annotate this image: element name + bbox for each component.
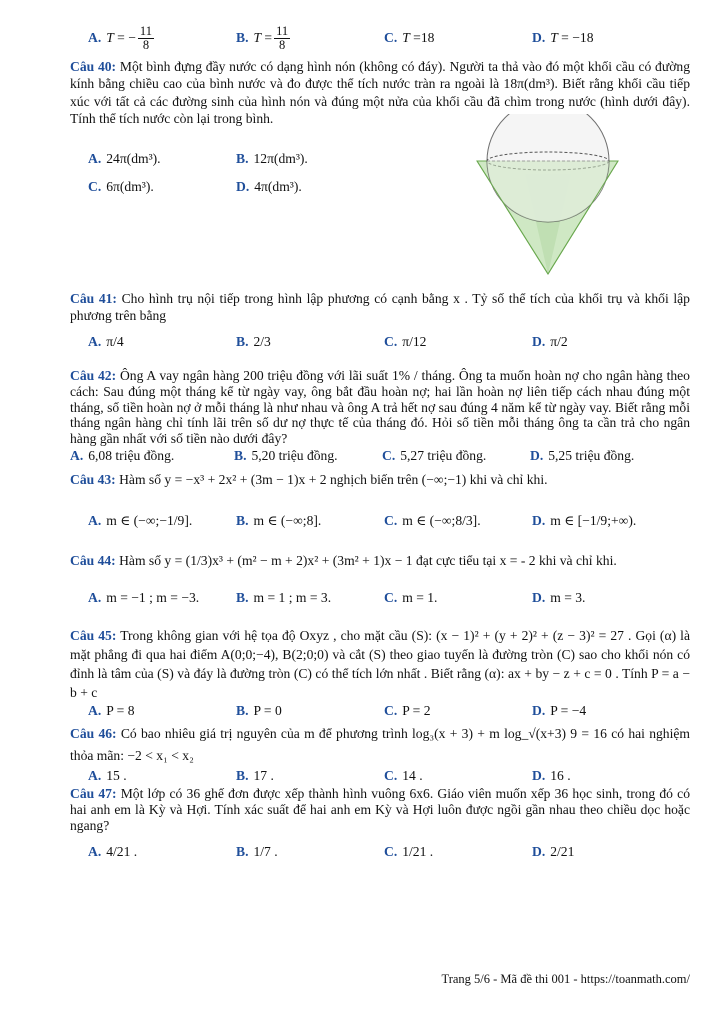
question-43: Câu 43: Hàm số y = −x³ + 2x² + (3m − 1)x + 2 nghịch biến trên (−∞;−1) khi và chỉ khi. — [70, 471, 548, 487]
question-42-text: Ông A vay ngân hàng 200 triệu đồng với lãi suất 1% / tháng. Ông ta muốn hoàn nợ cho ngân hàng theo cách: Sau đúng một tháng kể từ ngày vay, ông bắt đầu hoàn nợ; hai lần hoàn nợ liên tiếp cách nhau đúng một tháng, số tiền hoàn nợ ở mỗi tháng là như nhau và ông A trả hết nợ sau đúng 4 năm kể từ ngày vay. Biết rằng mỗi tháng ngân hàng chỉ tính lãi trên số dư nợ thực tế của tháng đó. Hỏi số tiền mỗi tháng ông ta cần trả cho ngân hàng gần nhất với số tiền nào dưới đây? — [70, 368, 690, 446]
option-a[interactable]: A. m ∈ (−∞;−1/9]. — [88, 512, 193, 528]
q43-options — [70, 500, 690, 540]
q45-options — [70, 702, 690, 719]
option-c[interactable]: C. m = 1. — [384, 589, 438, 605]
q44-options — [70, 576, 690, 620]
question-40-text: Một bình đựng đầy nước có dạng hình nón (không có đáy). Người ta thả vào đó một khối cầu có đường kính bằng chiều cao của bình nước và đo được thể tích nước tràn ra ngoài là 18π(dm³). Biết rằng khối cầu tiếp xúc với tất cả các đường sinh của hình nón và đúng một nửa của khối cầu đã chìm trong nước (hình dưới đây). Tính thể tích nước còn lại trong bình. — [70, 59, 690, 127]
option-c[interactable]: C. 6π(dm³). — [88, 178, 154, 194]
question-47-text: Một lớp có 36 ghế đơn được xếp thành hình vuông 6x6. Giáo viên muốn xếp 36 học sinh, trong đó có hai anh em là Kỳ và Hợi. Tính xác suất để hai anh em Kỳ và Hợi luôn được ngồi gần nhau theo chiều dọc hoặc ngang? — [70, 786, 690, 833]
option-d[interactable]: D. 4π(dm³). — [236, 178, 302, 194]
option-c[interactable]: C. π/12 — [384, 333, 427, 349]
q41-options — [70, 324, 690, 358]
question-42: Câu 42: Ông A vay ngân hàng 200 triệu đồng với lãi suất 1% / tháng. Ông ta muốn hoàn nợ cho ngân hàng theo cách: Sau đúng một tháng kể từ ngày vay, ông bắt đầu hoàn nợ; hai lần hoàn nợ liên tiếp cách nhau đúng một tháng, số tiền hoàn nợ ở mỗi tháng là như nhau và ông A trả hết nợ sau đúng 4 năm kể từ ngày vay. Biết rằng mỗi tháng ngân hàng chỉ tính lãi trên số dư nợ thực tế của tháng đó. Hỏi số tiền mỗi tháng ông ta cần trả cho ngân hàng gần nhất với số tiền nào dưới đây? — [70, 368, 690, 446]
option-b[interactable]: B. 12π(dm³). — [236, 150, 308, 166]
q47-options — [70, 833, 690, 869]
question-46: Câu 46: Có bao nhiêu giá trị nguyên của m để phương trình log₃(x + 3) + m log_√(x+3) 9 = 16 có hai nghiệm thỏa mãn: −2 < x₁ < x₂ — [70, 726, 690, 764]
option-a[interactable]: A. m = −1 ; m = −3. — [88, 589, 200, 605]
exam-page — [70, 18, 690, 869]
q42-options — [70, 447, 690, 464]
option-c[interactable]: C. 14 . — [384, 768, 423, 784]
question-43-text: Hàm số y = −x³ + 2x² + (3m − 1)x + 2 nghịch biến trên (−∞;−1) khi và chỉ khi. — [119, 471, 548, 487]
option-d[interactable]: D. m = 3. — [532, 589, 586, 605]
option-a[interactable]: A. 6,08 triệu đồng. — [70, 448, 175, 464]
option-d[interactable]: D. P = −4 — [532, 702, 587, 718]
option-d[interactable]: D. π/2 — [532, 333, 568, 349]
question-47: Câu 47: Một lớp có 36 ghế đơn được xếp thành hình vuông 6x6. Giáo viên muốn xếp 36 học sinh, trong đó có hai anh em là Kỳ và Hợi. Tính xác suất để hai anh em Kỳ và Hợi luôn được ngồi gần nhau theo chiều dọc hoặc ngang? — [70, 786, 690, 833]
question-45-text: Trong không gian với hệ tọa độ Oxyz , cho mặt cầu (S): (x − 1)² + (y + 2)² + (z − 3)² = 27 . Gọi (α) là mặt phẳng đi qua hai điểm A(0;0;−4), B(2;0;0) và cắt (S) theo giao tuyến là đường tròn (C) sao cho khối nón có đỉnh là tâm của (S) và đáy là đường tròn (C) có thể tích lớn nhất . Biết rằng (α): ax + by − z + c = 0 . Tính P = a − b + c — [70, 627, 690, 700]
question-45: Câu 45: Trong không gian với hệ tọa độ Oxyz , cho mặt cầu (S): (x − 1)² + (y + 2)² + (z − 3)² = 27 . Gọi (α) là mặt phẳng đi qua hai điểm A(0;0;−4), B(2;0;0) và cắt (S) theo giao tuyến là đường tròn (C) sao cho khối nón có đỉnh là tâm của (S) và đáy là đường tròn (C) có thể tích lớn nhất . Biết rằng (α): ax + by − z + c = 0 . Tính P = a − b + c — [70, 627, 690, 700]
q40-options-row1 — [70, 150, 366, 167]
option-b[interactable]: B. P = 0 — [236, 702, 282, 718]
option-c[interactable]: C. P = 2 — [384, 702, 431, 718]
question-44: Câu 44: Hàm số y = (1/3)x³ + (m² − m + 2)x² + (3m² + 1)x − 1 đạt cực tiểu tại x = - 2 khi và chỉ khi. — [70, 553, 617, 569]
q46-options — [70, 767, 690, 784]
option-d[interactable]: D. T = −18 — [532, 30, 594, 46]
option-b[interactable]: B. 2/3 — [236, 333, 271, 349]
option-a[interactable]: A. 4/21 . — [88, 843, 138, 859]
q39-options — [70, 18, 690, 58]
question-44-text: Hàm số y = (1/3)x³ + (m² − m + 2)x² + (3m² + 1)x − 1 đạt cực tiểu tại x = - 2 khi và chỉ khi. — [119, 553, 617, 569]
option-d[interactable]: D. 16 . — [532, 768, 571, 784]
cone-sphere-figure — [475, 114, 625, 284]
option-c[interactable]: C. T =18 — [384, 30, 435, 46]
option-a[interactable]: A. T = − 11 8 — [88, 23, 152, 52]
option-a[interactable]: A. 24π(dm³). — [88, 150, 161, 166]
option-d[interactable]: D. m ∈ [−1/9;+∞). — [532, 512, 637, 528]
option-a[interactable]: A. 15 . — [88, 768, 127, 784]
option-b[interactable]: B. m ∈ (−∞;8]. — [236, 512, 322, 528]
question-41: Câu 41: Cho hình trụ nội tiếp trong hình lập phương có cạnh bằng x . Tỷ số thể tích của khối trụ và khối lập phương trên bằng — [70, 290, 690, 324]
option-b[interactable]: B. T = 11 8 — [236, 23, 289, 52]
question-46-text: Có bao nhiêu giá trị nguyên của m để phương trình log₃(x + 3) + m log_√(x+3) 9 = 16 có hai nghiệm thỏa mãn: −2 < x₁ < x₂ — [70, 726, 690, 764]
option-a[interactable]: A. π/4 — [88, 333, 124, 349]
option-b[interactable]: B. 5,20 triệu đồng. — [234, 448, 338, 464]
option-c[interactable]: C. 5,27 triệu đồng. — [382, 448, 487, 464]
q40-options-row2 — [70, 178, 366, 195]
option-c[interactable]: C. 1/21 . — [384, 843, 434, 859]
option-d[interactable]: D. 2/21 — [532, 843, 575, 859]
q40-block — [70, 128, 690, 288]
option-b[interactable]: B. 17 . — [236, 768, 274, 784]
option-b[interactable]: B. m = 1 ; m = 3. — [236, 589, 332, 605]
option-d[interactable]: D. 5,25 triệu đồng. — [530, 448, 635, 464]
option-c[interactable]: C. m ∈ (−∞;8/3]. — [384, 512, 481, 528]
option-b[interactable]: B. 1/7 . — [236, 843, 278, 859]
page-footer: Trang 5/6 - Mã đề thi 001 - https://toanmath.com/ — [441, 972, 690, 986]
question-41-text: Cho hình trụ nội tiếp trong hình lập phương có cạnh bằng x . Tỷ số thể tích của khối trụ và khối lập phương trên bằng — [70, 290, 690, 324]
option-a[interactable]: A. P = 8 — [88, 702, 135, 718]
question-40: Câu 40: Một bình đựng đầy nước có dạng hình nón (không có đáy). Người ta thả vào đó một khối cầu có đường kính bằng chiều cao của bình nước và đo được thể tích nước tràn ra ngoài là 18π(dm³). Biết rằng khối cầu tiếp xúc với tất cả các đường sinh của hình nón và đúng một nửa của khối cầu đã chìm trong nước (hình dưới đây). Tính thể tích nước còn lại trong bình. — [70, 59, 690, 127]
